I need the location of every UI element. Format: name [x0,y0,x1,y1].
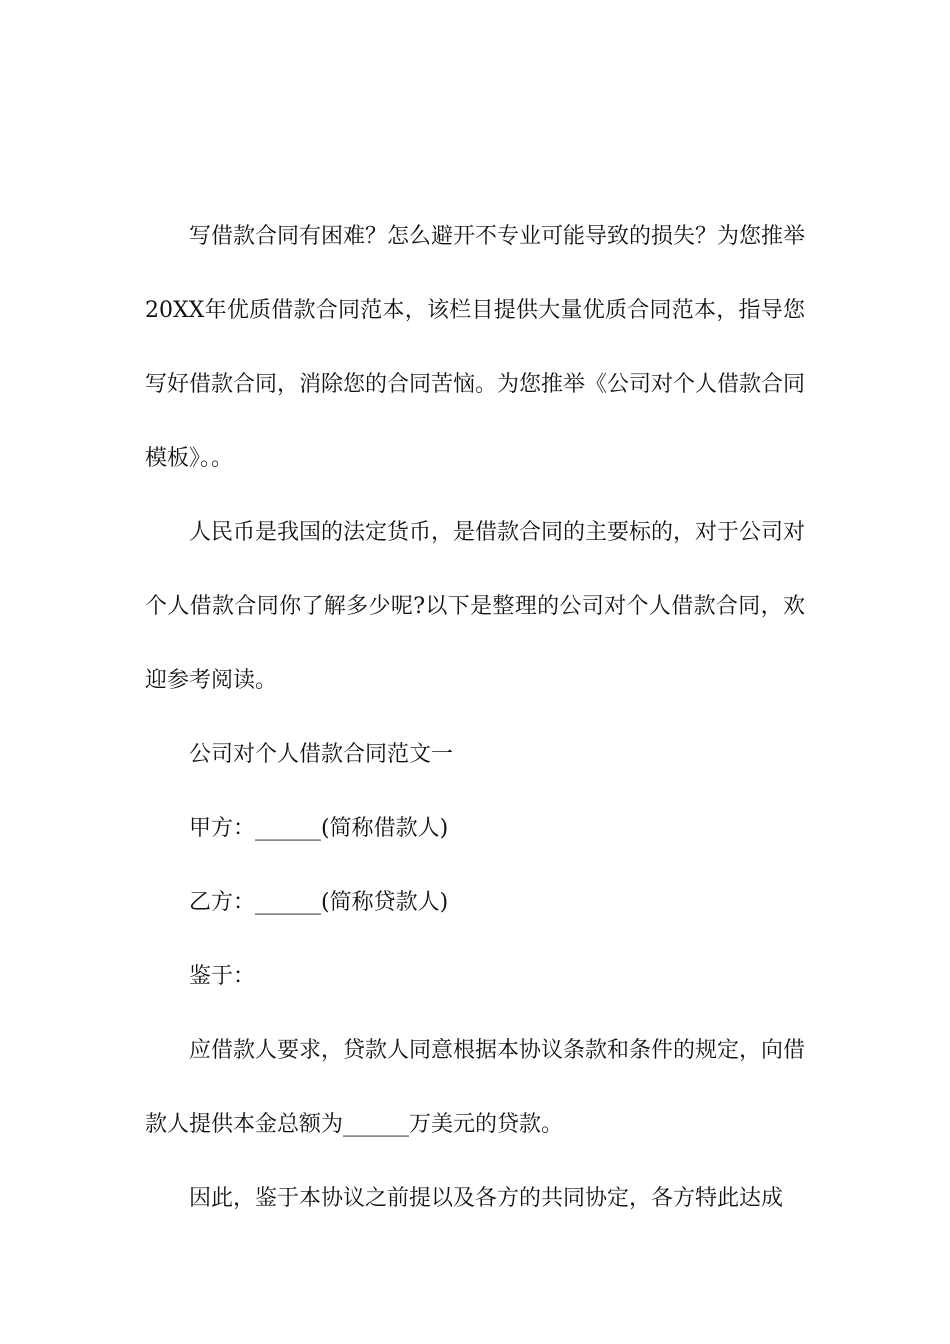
whereas-heading: 鉴于： [189,964,256,989]
rmb-paragraph: 人民币是我国的法定货币，是借款合同的主要标的，对于公司对个人借款合同你了解多少呢?以下是整理的公司对个人借款合同，欢迎参考阅读。 [145,520,806,693]
document-body [145,200,805,1236]
contract-title: 公司对个人借款合同范文一 [189,742,454,767]
party-a-line: 甲方：______(简称借款人) [189,816,449,841]
loan-request-paragraph: 应借款人要求，贷款人同意根据本协议条款和条件的规定，向借款人提供本金总额为______万美元的贷款。 [145,1038,806,1137]
intro-paragraph: 写借款合同有困难？怎么避开不专业可能导致的损失？为您推举20XX年优质借款合同范本，该栏目提供大量优质合同范本，指导您写好借款合同，消除您的合同苦恼。为您推举《公司对个人借款合同模板》。。 [145,224,806,471]
agreement-paragraph: 因此，鉴于本协议之前提以及各方的共同协定，各方特此达成 [189,1186,784,1211]
party-b-line: 乙方：______(简称贷款人) [189,890,449,915]
